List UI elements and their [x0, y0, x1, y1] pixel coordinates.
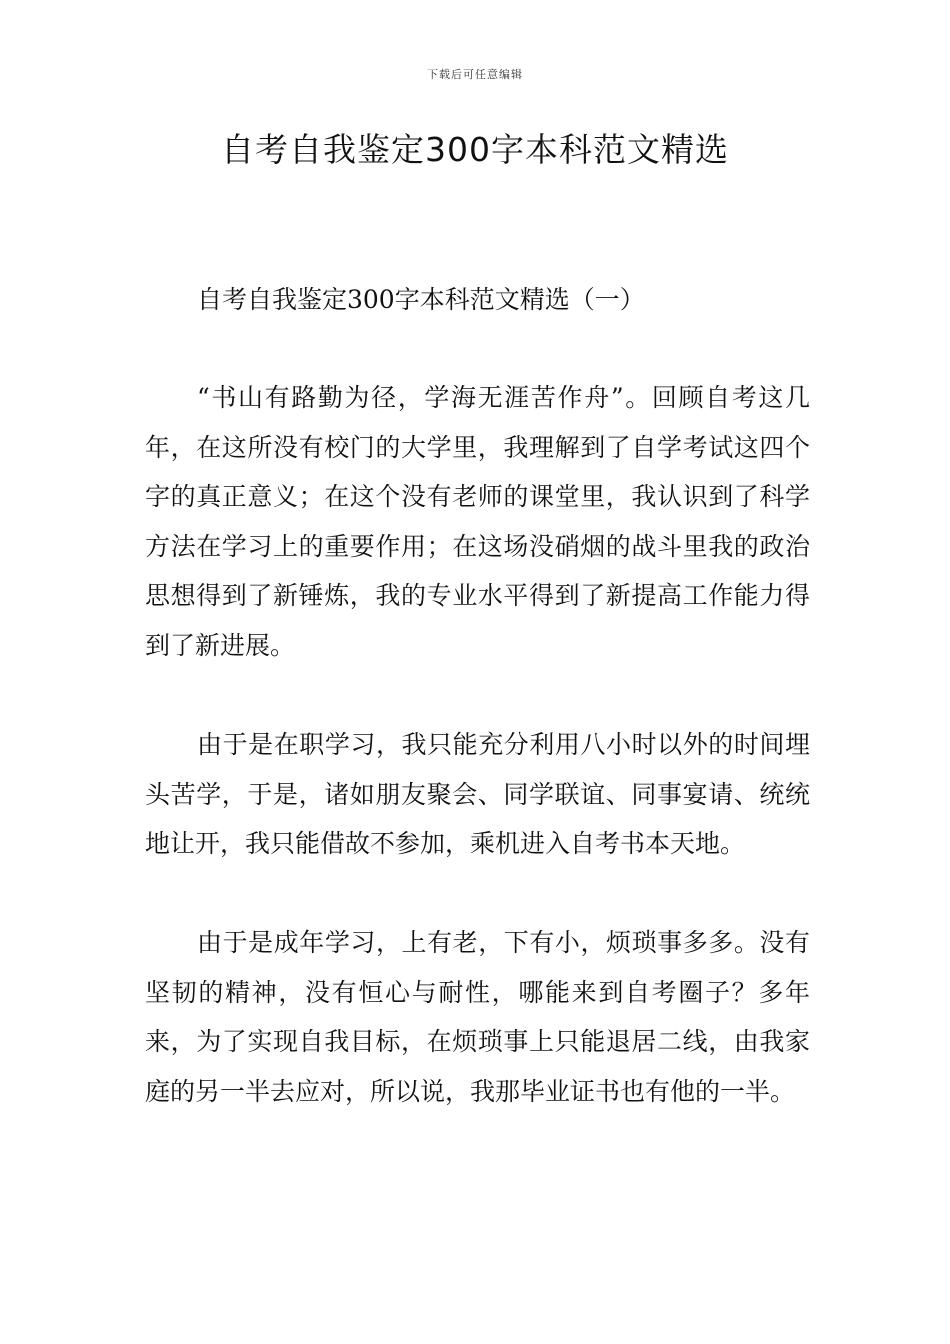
paragraph-2: 由于是在职学习，我只能充分利用八小时以外的时间埋头苦学，于是，诸如朋友聚会、同学联谊、同事宴请、统统地让开，我只能借故不参加，乘机进入自考书本天地。: [145, 730, 810, 858]
document-title: 自考自我鉴定300字本科范文精选: [221, 130, 729, 169]
page-header-note: 下载后可任意编辑: [427, 68, 523, 81]
section-heading: 自考自我鉴定300字本科范文精选（一）: [197, 285, 645, 314]
paragraph-1: “书山有路勤为径，学海无涯苦作舟”。回顾自考这几年，在这所没有校门的大学里，我理解到了自学考试这四个字的真正意义；在这个没有老师的课堂里，我认识到了科学方法在学习上的重要作用；在这场没硝烟的战斗里我的政治思想得到了新锤炼，我的专业水平得到了新提高工作能力得到了新进展。: [145, 383, 810, 660]
paragraph-3: 由于是成年学习，上有老，下有小，烦琐事多多。没有坚韧的精神，没有恒心与耐性，哪能来到自考圈子？多年来，为了实现自我目标，在烦琐事上只能退居二线，由我家庭的另一半去应对，所以说，我那毕业证书也有他的一半。: [145, 928, 810, 1106]
